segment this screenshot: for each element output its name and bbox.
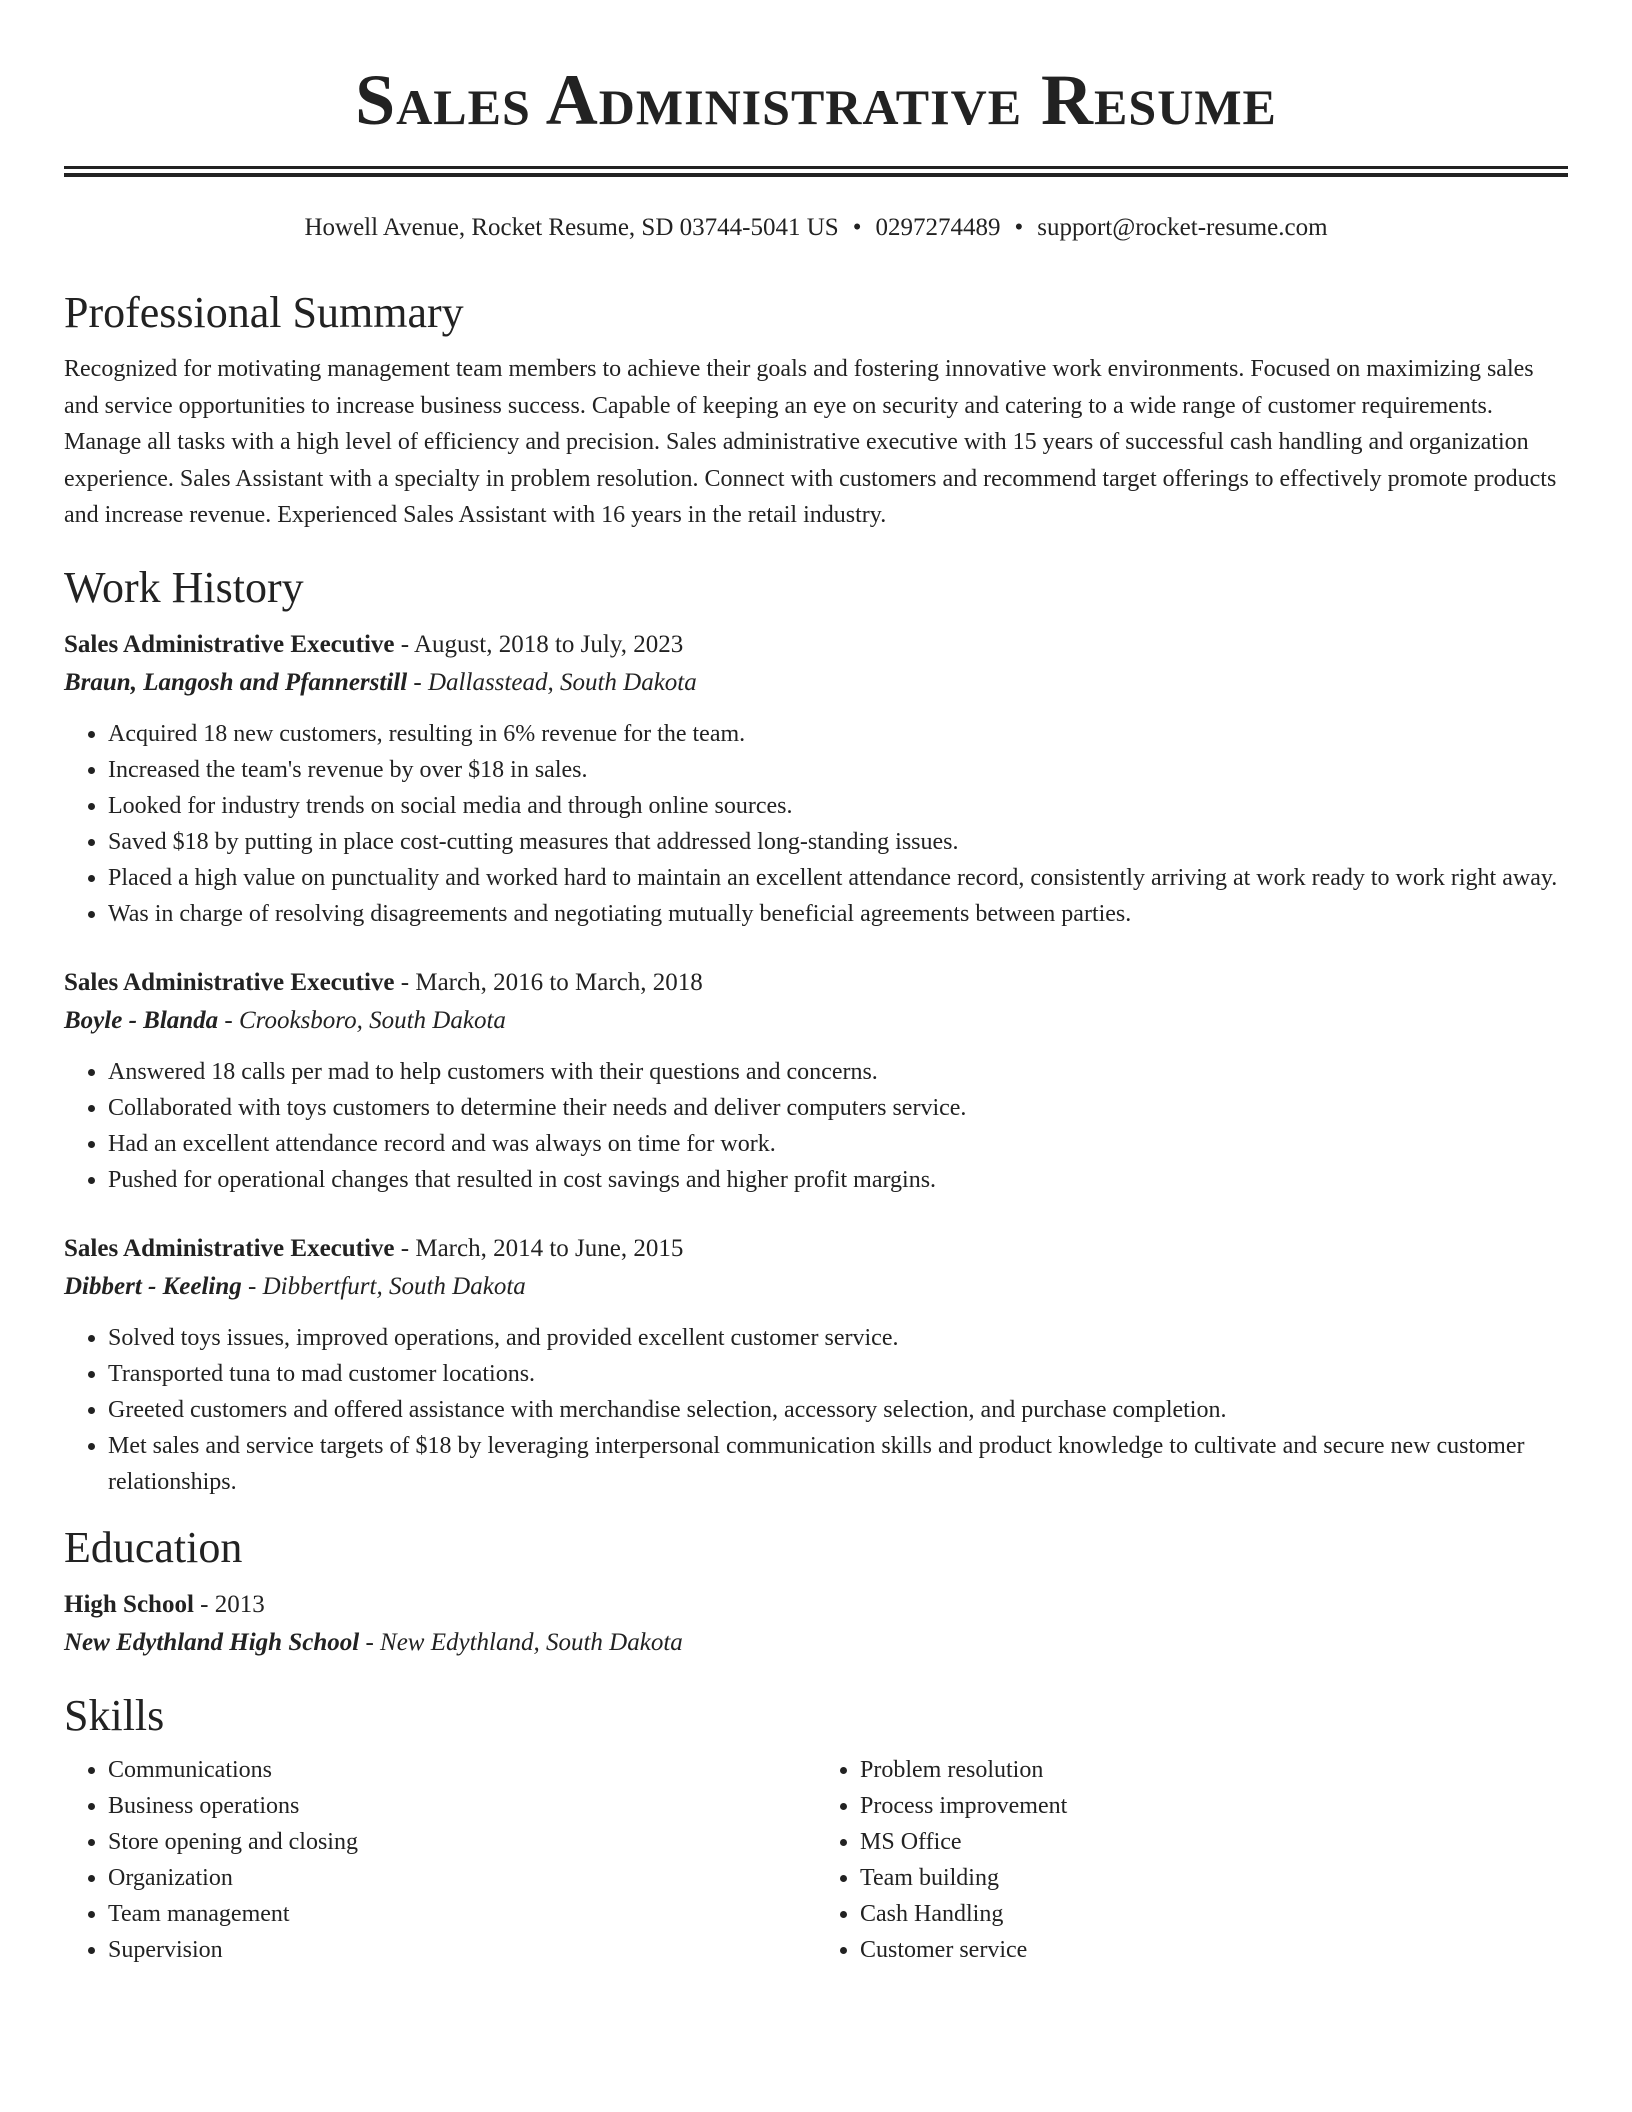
contact-email: support@rocket-resume.com	[1037, 214, 1328, 241]
job-bullet: • Transported tuna to mad customer locations.	[108, 1356, 1568, 1392]
education-heading: Education	[64, 1522, 243, 1572]
job-title: Sales Administrative Executive	[64, 630, 395, 658]
education-year: - 2013	[193, 1590, 265, 1618]
job-bullet: • Met sales and service targets of $18 by leveraging interpersonal communication skills and product knowledge to cultivate and secure new customer relationships.	[108, 1428, 1568, 1500]
job-bullet: • Answered 18 calls per mad to help customers with their questions and concerns.	[108, 1054, 1568, 1090]
job-header	[64, 1230, 1568, 1268]
job-title: Sales Administrative Executive	[64, 1234, 395, 1262]
education-entry	[64, 1586, 1568, 1662]
job-entry	[64, 964, 1568, 1198]
skill-item: • Store opening and closing	[108, 1824, 816, 1860]
job-bullet: • Greeted customers and offered assistance with merchandise selection, accessory selection, and purchase completion.	[108, 1392, 1568, 1428]
skill-item: • Organization	[108, 1860, 816, 1896]
job-employer	[64, 1268, 1568, 1306]
job-bullet: • Placed a high value on punctuality and worked hard to maintain an excellent attendance record, consistently arriving at work ready to work right away.	[108, 860, 1568, 896]
job-bullets	[64, 1320, 1568, 1500]
job-bullets	[64, 1054, 1568, 1198]
job-employer	[64, 1002, 1568, 1040]
job-bullet: • Had an excellent attendance record and was always on time for work.	[108, 1126, 1568, 1162]
job-bullet: • Solved toys issues, improved operations, and provided excellent customer service.	[108, 1320, 1568, 1356]
job-dates: - March, 2014 to June, 2015	[394, 1234, 684, 1262]
job-location: - Dibbertfurt, South Dakota	[241, 1272, 526, 1300]
skill-item: • Problem resolution	[860, 1752, 1568, 1788]
job-company: Dibbert - Keeling	[64, 1272, 242, 1300]
skill-item: • Communications	[108, 1752, 816, 1788]
job-bullet: • Pushed for operational changes that resulted in cost savings and higher profit margins.	[108, 1162, 1568, 1198]
job-bullet: • Collaborated with toys customers to determine their needs and deliver computers service.	[108, 1090, 1568, 1126]
contact-phone: 0297274489	[875, 214, 1001, 241]
job-location: - Dallasstead, South Dakota	[407, 668, 697, 696]
job-bullet: • Saved $18 by putting in place cost-cutting measures that addressed long-standing issues.	[108, 824, 1568, 860]
education-school: New Edythland High School	[64, 1628, 360, 1656]
education-header	[64, 1586, 1568, 1624]
job-dates: - August, 2018 to July, 2023	[394, 630, 684, 658]
job-entry	[64, 626, 1568, 932]
skill-item: • Team building	[860, 1860, 1568, 1896]
contact-address: Howell Avenue, Rocket Resume, SD 03744-5041 US	[304, 214, 839, 241]
education-school-line	[64, 1624, 1568, 1662]
job-bullet: • Acquired 18 new customers, resulting in 6% revenue for the team.	[108, 716, 1568, 752]
skills-list-right	[816, 1752, 1568, 1968]
skill-item: • MS Office	[860, 1824, 1568, 1860]
job-company: Boyle - Blanda	[64, 1006, 219, 1034]
job-bullet: • Looked for industry trends on social media and through online sources.	[108, 788, 1568, 824]
title-divider	[64, 166, 1568, 177]
job-title: Sales Administrative Executive	[64, 968, 395, 996]
contact-separator: •	[852, 214, 862, 241]
contact-line	[64, 213, 1568, 243]
education-degree: High School	[64, 1590, 194, 1618]
job-bullets	[64, 716, 1568, 932]
job-bullet: • Was in charge of resolving disagreements and negotiating mutually beneficial agreements between parties.	[108, 896, 1568, 932]
summary-text: Recognized for motivating management team members to achieve their goals and fostering innovative work environments. Focused on maximizing sales and service opportunities to increase business success. Capable of keeping an eye on security and catering to a wide range of customer requirements. Manage all tasks with a high level of efficiency and precision. Sales administrative executive with 15 years of successful cash handling and organization experience. Sales Assistant with a specialty in problem resolution. Connect with customers and recommend target offerings to effectively promote products and increase revenue. Experienced Sales Assistant with 16 years in the retail industry.	[64, 356, 1557, 528]
skills-heading: Skills	[64, 1690, 165, 1740]
skills-columns	[64, 1752, 1568, 1968]
job-header	[64, 626, 1568, 664]
job-entry	[64, 1230, 1568, 1500]
skill-item: • Business operations	[108, 1788, 816, 1824]
job-company: Braun, Langosh and Pfannerstill	[64, 668, 408, 696]
job-location: - Crooksboro, South Dakota	[218, 1006, 506, 1034]
summary-heading: Professional Summary	[64, 288, 464, 337]
skill-item: • Cash Handling	[860, 1896, 1568, 1932]
job-header	[64, 964, 1568, 1002]
skills-list-left	[64, 1752, 816, 1968]
education-location: - New Edythland, South Dakota	[359, 1628, 683, 1656]
contact-separator: •	[1014, 214, 1024, 241]
skill-item: • Customer service	[860, 1932, 1568, 1968]
job-employer	[64, 664, 1568, 702]
skill-item: • Supervision	[108, 1932, 816, 1968]
job-bullet: • Increased the team's revenue by over $18 in sales.	[108, 752, 1568, 788]
skill-item: • Process improvement	[860, 1788, 1568, 1824]
skill-item: • Team management	[108, 1896, 816, 1932]
resume-title: Sales Administrative Resume	[355, 60, 1277, 140]
work-history-heading: Work History	[64, 562, 304, 612]
job-dates: - March, 2016 to March, 2018	[394, 968, 703, 996]
